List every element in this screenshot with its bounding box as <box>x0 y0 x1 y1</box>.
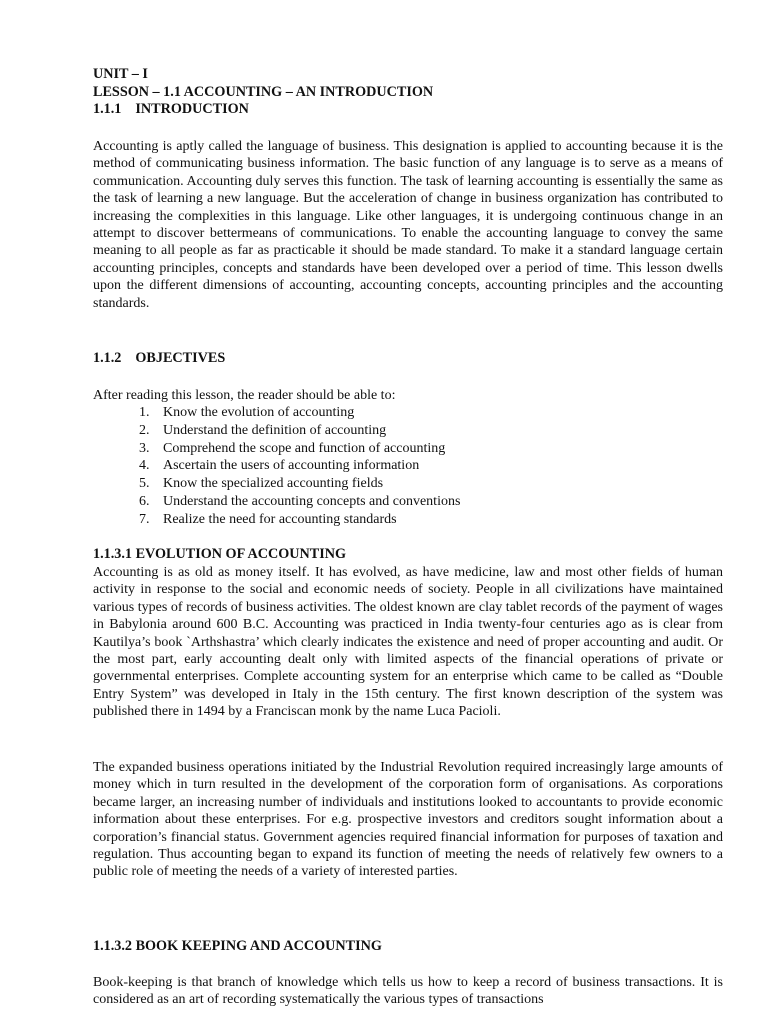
objectives-intro: After reading this lesson, the reader should be able to: <box>93 388 396 403</box>
lesson-title: LESSON – 1.1 ACCOUNTING – AN INTRODUCTION <box>93 84 434 100</box>
unit-heading: UNIT – I <box>93 66 148 82</box>
intro-paragraph: Accounting is aptly called the language of business. This designation is applied to accounting because it is the method of communicating business information. The basic function of any language is to serve as a means of communication. Accounting duly serves this function. The task of learning accounting is essentially the same as the task of learning a new language. But the acceleration of change in business organization has contributed to increasing the complexities in this language. Like other languages, it is undergoing continuous change in an attempt to discover bettermeans of communications. To enable the accounting language to convey the same meaning to all people as far as practicable it should be made standard. To make it a standard language certain accounting principles, concepts and standards have been developed over a period of time. This lesson dwells upon the different dimensions of accounting, accounting concepts, accounting principles and the accounting standards. <box>93 139 723 311</box>
evolution-paragraph-2: The expanded business operations initiated by the Industrial Revolution required increasingly large amounts of money which in turn resulted in the development of the corporation form of organisations. As corporations became larger, an increasing number of individuals and institutions looked to accountants to provide economic information about these enterprises. For e.g. prospective investors and creditors sought information about a corporation’s financial status. Government agencies required financial information for purposes of taxation and regulation. Thus accounting began to expand its function of meeting the needs of relatively few owners to a public role of meeting the needs of a variety of interested parties. <box>93 760 723 880</box>
objectives-list <box>139 404 460 529</box>
objectives-heading <box>93 350 723 367</box>
list-item: 6. Understand the accounting concepts and conventions <box>139 493 461 509</box>
evolution-paragraph-1: Accounting is as old as money itself. It has evolved, as have medicine, law and most other fields of human activity in response to the social and economic needs of society. People in all civilizations have maintained various types of records of business activities. The oldest known are clay tablet records of the payment of wages in Babylonia around 600 B.C. Accounting was practiced in India twenty-four centuries ago as is clear from Kautilya’s book `Arthshastra’ which clearly indicates the existence and need of proper accounting and audit. Or the most part, early accounting dealt only with limited aspects of the financial operations of private or governmental enterprises. Complete accounting system for an enterprise which came to be called as “Double Entry System” was developed in Italy in the 15th century. The first known description of the system was published there in 1494 by a Franciscan monk by the name Luca Pacioli. <box>93 565 723 720</box>
list-item: 7. Realize the need for accounting standards <box>139 511 397 527</box>
list-item: 1. Know the evolution of accounting <box>139 405 355 420</box>
objectives-heading-number: 1.1.2 <box>93 350 122 366</box>
list-item: 3. Comprehend the scope and function of accounting <box>139 440 446 456</box>
intro-heading <box>93 101 723 118</box>
objectives-heading-title: OBJECTIVES <box>135 350 226 366</box>
list-item: 4. Ascertain the users of accounting information <box>139 458 420 474</box>
evolution-heading: 1.1.3.1 EVOLUTION OF ACCOUNTING <box>93 546 347 562</box>
list-item: 5. Know the specialized accounting fields <box>139 476 384 492</box>
bookkeeping-paragraph: Book-keeping is that branch of knowledge which tells us how to keep a record of business transactions. It is considered as an art of recording systematically the various types of transactions <box>93 975 723 1008</box>
intro-heading-number: 1.1.1 <box>93 101 122 117</box>
intro-heading-title: INTRODUCTION <box>135 101 249 117</box>
bookkeeping-heading: 1.1.3.2 BOOK KEEPING AND ACCOUNTING <box>93 938 382 954</box>
list-item: 2. Understand the definition of accounting <box>139 422 387 438</box>
